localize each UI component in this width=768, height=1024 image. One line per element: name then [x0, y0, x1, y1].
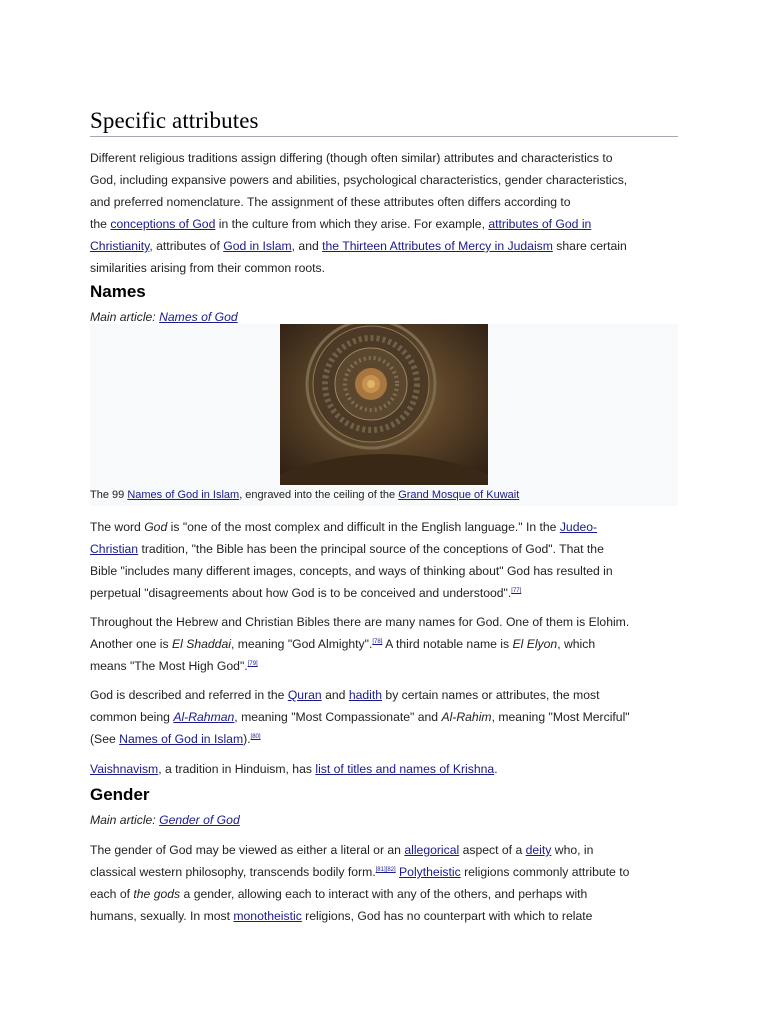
text-run: religions commonly attribute to — [460, 865, 630, 879]
link-hadith[interactable]: hadith — [348, 688, 383, 702]
text-run: by certain names or attributes, the most — [382, 688, 600, 702]
link-conceptions-of-god[interactable]: conceptions of God — [110, 217, 216, 231]
text-run: The word — [90, 520, 145, 534]
caption-text: The 99 — [90, 489, 128, 501]
link-names-of-god-in-islam[interactable]: Names of God in Islam — [127, 489, 240, 501]
text-line — [90, 905, 678, 927]
link-names-of-god[interactable]: Names of God — [159, 310, 238, 324]
text-run: the — [90, 217, 111, 231]
text-line — [90, 582, 678, 604]
italic-text: El Elyon — [512, 637, 558, 651]
paragraph-gender — [90, 839, 678, 927]
caption-text: , engraved into the ceiling of the — [239, 489, 399, 501]
text-run: (See — [90, 732, 120, 746]
text-line — [90, 213, 678, 235]
text-run: Another one is — [90, 637, 172, 651]
text-run: tradition, "the Bible has been the principal source of the conceptions of God". That the — [138, 542, 604, 556]
text-run: religions, God has no counterpart with which to relate — [301, 909, 593, 923]
link-polytheistic[interactable]: Polytheistic — [399, 865, 461, 879]
link-monotheistic[interactable]: monotheistic — [233, 909, 302, 923]
text-run: common being — [90, 710, 174, 724]
text-run: , which — [557, 637, 596, 651]
figure-names-of-god — [90, 324, 678, 506]
link-allegorical[interactable]: allegorical — [404, 843, 460, 857]
text-run: in the culture from which they arise. For example, — [215, 217, 489, 231]
text-run: , attributes of — [149, 239, 224, 253]
text-line — [90, 633, 678, 655]
link-deity[interactable]: deity — [525, 843, 552, 857]
text-run: , and — [291, 239, 323, 253]
italic-text: Al-Rahim — [441, 710, 492, 724]
link-names-of-god-in-islam-2[interactable]: Names of God in Islam — [119, 732, 244, 746]
text-line — [90, 883, 678, 905]
link-attributes-of-god-in-christianity[interactable]: attributes of God in — [488, 217, 592, 231]
link-vaishnavism[interactable]: Vaishnavism — [90, 762, 159, 776]
text-run: aspect of a — [459, 843, 526, 857]
link-gender-of-god[interactable]: Gender of God — [159, 813, 240, 827]
heading-gender: Gender — [90, 785, 150, 804]
text-line — [90, 758, 678, 780]
intro-paragraph — [90, 147, 678, 279]
heading-names: Names — [90, 282, 146, 301]
mosque-ceiling-image[interactable] — [280, 324, 488, 485]
link-titles-names-of-krishna[interactable]: list of titles and names of Krishna — [315, 762, 495, 776]
text-run: and — [321, 688, 349, 702]
citation-79[interactable]: [79] — [247, 661, 258, 667]
paragraph-word-god — [90, 516, 678, 604]
section-title: Specific attributes — [90, 107, 678, 137]
text-run: A third notable name is — [382, 637, 513, 651]
link-grand-mosque-of-kuwait[interactable]: Grand Mosque of Kuwait — [398, 489, 520, 501]
text-run: perpetual "disagreements about how God is to be conceived and understood". — [90, 586, 512, 600]
italic-text: God — [144, 520, 168, 534]
text-line: Bible "includes many different images, concepts, and ways of thinking about" God has resulted in — [90, 564, 613, 578]
link-al-rahman[interactable]: Al-Rahman — [173, 710, 235, 724]
text-run: each of — [90, 887, 134, 901]
text-run: a gender, allowing each to interact with any of the others, and perhaps with — [180, 887, 588, 901]
text-line — [90, 728, 678, 750]
link-god-in-islam[interactable]: God in Islam — [223, 239, 292, 253]
text-line: God, including expansive powers and abilities, psychological characteristics, gender characteristics, — [90, 173, 628, 187]
paragraph-hebrew-names — [90, 611, 678, 677]
text-line — [90, 538, 678, 560]
text-run: who, in — [551, 843, 594, 857]
text-line — [90, 516, 678, 538]
citation-80[interactable]: [80] — [250, 734, 261, 740]
link-judeo-christian-cont[interactable]: Christian — [90, 542, 139, 556]
text-run: humans, sexually. In most — [90, 909, 234, 923]
text-line — [90, 655, 678, 677]
text-line: Different religious traditions assign differing (though often similar) attributes and characteristics to — [90, 151, 613, 165]
text-run: , meaning "Most Compassionate" and — [234, 710, 442, 724]
figure-caption — [90, 488, 519, 502]
italic-text: El Shaddai — [171, 637, 231, 651]
link-thirteen-attributes-of-mercy[interactable]: the Thirteen Attributes of Mercy in Judaism — [322, 239, 553, 253]
text-run: , meaning "Most Merciful" — [491, 710, 630, 724]
text-run: . — [494, 762, 498, 776]
text-run: ). — [243, 732, 251, 746]
text-line — [90, 235, 678, 257]
text-line: Throughout the Hebrew and Christian Bibles there are many names for God. One of them is Elohim. — [90, 615, 630, 629]
italic-text: the gods — [133, 887, 181, 901]
text-line — [90, 839, 678, 861]
text-line: similarities arising from their common roots. — [90, 261, 326, 275]
text-line: and preferred nomenclature. The assignment of these attributes often differs according to — [90, 195, 571, 209]
hatnote-prefix: Main article: — [90, 813, 160, 827]
link-judeo-christian[interactable]: Judeo- — [559, 520, 598, 534]
text-run: means "The Most High God". — [90, 659, 248, 673]
hatnote-gender — [90, 809, 240, 831]
link-attributes-of-god-in-christianity-cont[interactable]: Christianity — [90, 239, 150, 253]
text-run: share certain — [552, 239, 627, 253]
text-run: God is described and referred in the — [90, 688, 288, 702]
citation-78[interactable]: [78] — [372, 639, 383, 645]
citation-77[interactable]: [77] — [511, 588, 522, 594]
dome-ceiling-illustration — [280, 324, 488, 485]
paragraph-quran-names — [90, 684, 678, 750]
text-line — [90, 684, 678, 706]
paragraph-vaishnavism — [90, 758, 678, 780]
link-quran[interactable]: Quran — [287, 688, 322, 702]
text-run: , a tradition in Hinduism, has — [158, 762, 316, 776]
hatnote-prefix: Main article: — [90, 310, 160, 324]
text-run: classical western philosophy, transcends bodily form. — [90, 865, 376, 879]
text-run: The gender of God may be viewed as either a literal or an — [90, 843, 405, 857]
text-run: is "one of the most complex and difficult in the English language." In the — [167, 520, 560, 534]
text-run: , meaning "God Almighty". — [230, 637, 373, 651]
text-line — [90, 861, 678, 883]
text-line — [90, 706, 678, 728]
citation-81-82[interactable]: [81][82] — [375, 867, 396, 873]
